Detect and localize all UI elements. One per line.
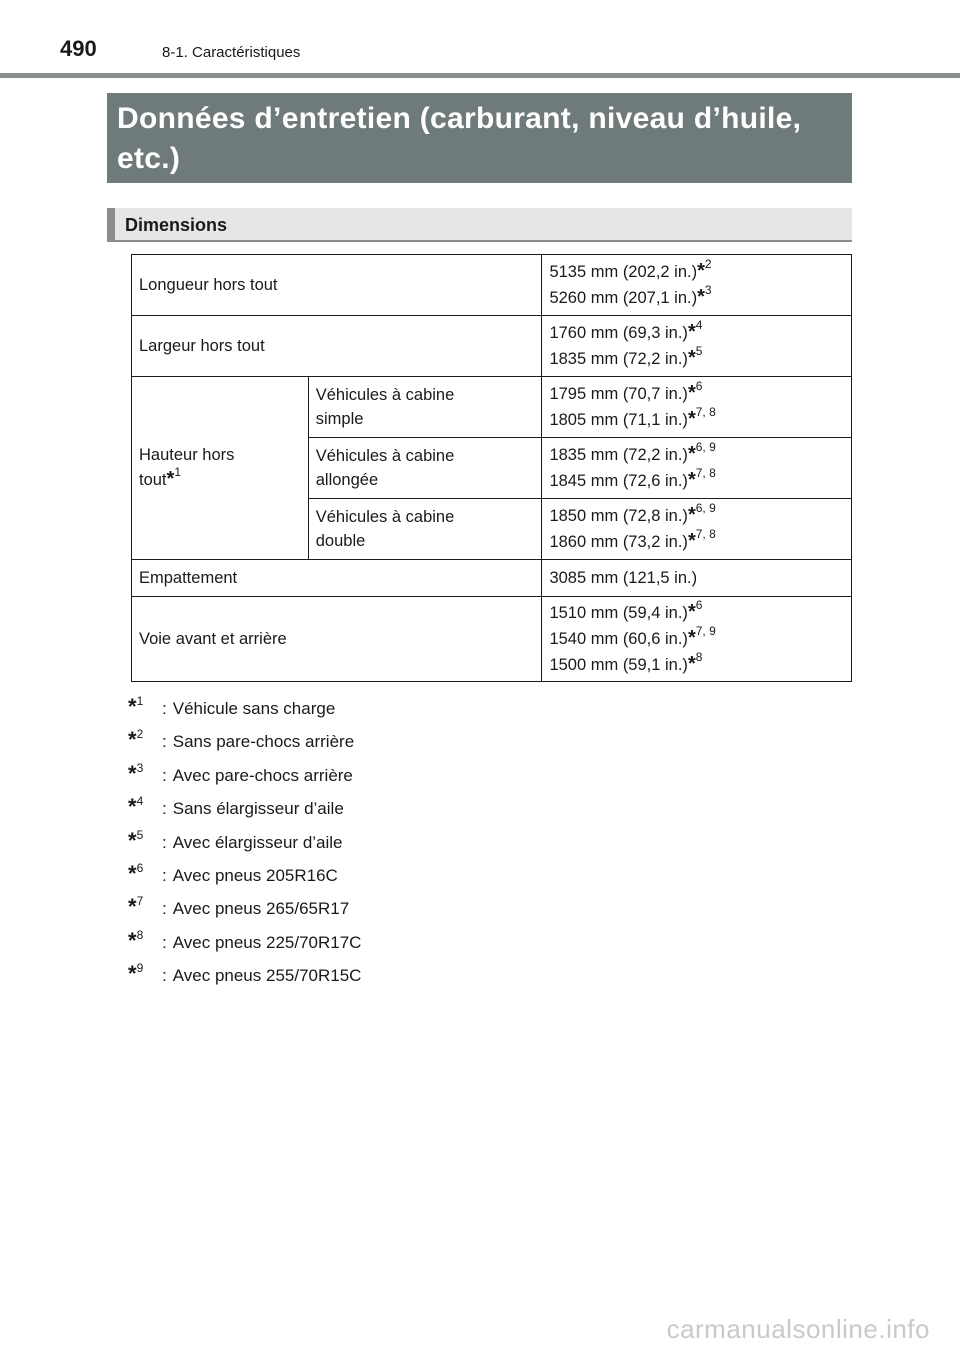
cab-type-extended: Véhicules à cabine allongée: [308, 438, 542, 499]
page-number: 490: [60, 36, 97, 61]
value-line: 5260 mm (207,1 in.)*$^3$: [549, 283, 712, 308]
page-title: Données d’entretien (carburant, niveau d’huile, etc.): [117, 102, 802, 175]
footnote-item: *$^1$ : Véhicule sans charge: [128, 694, 336, 719]
footnote-item: *$^7$ : Avec pneus 265/65R17: [128, 894, 350, 920]
footnote-item: *$^3$ : Avec pare-chocs arrière: [128, 760, 353, 786]
dimensions-table: [131, 254, 852, 682]
title-banner: [107, 93, 852, 183]
value-line: 1835 mm (72,2 in.)*$^{6, 9}$: [549, 440, 716, 465]
value-line: 1510 mm (59,4 in.)*$^6$: [549, 598, 703, 623]
footnote-item: *$^9$ : Avec pneus 255/70R15C: [128, 961, 362, 987]
value-line: 1795 mm (70,7 in.)*$^6$: [549, 379, 703, 404]
wheelbase-label: Empattement: [132, 560, 542, 597]
footnote-item: *$^6$ : Avec pneus 205R16C: [128, 860, 338, 886]
watermark: carmanualsonline.info: [666, 1314, 930, 1344]
footnote-item: *$^2$ : Sans pare-chocs arrière: [128, 727, 355, 753]
footnote-item: *$^8$ : Avec pneus 225/70R17C: [128, 927, 362, 953]
track-label: Voie avant et arrière: [132, 597, 542, 682]
table-row: [132, 377, 852, 438]
table-row: [132, 316, 852, 377]
height-values: [542, 499, 852, 560]
wheelbase-value: 3085 mm (121,5 in.): [542, 560, 852, 597]
footnote-item: *$^4$ : Sans élargisseur d’aile: [128, 794, 344, 820]
value-line: 1850 mm (72,8 in.)*$^{6, 9}$: [549, 501, 716, 526]
value-line: 1760 mm (69,3 in.)*$^4$: [549, 318, 703, 343]
value-line: 1860 mm (73,2 in.)*$^{7, 8}$: [549, 527, 716, 552]
cab-type-simple: Véhicules à cabine simple: [308, 377, 542, 438]
height-values: [542, 377, 852, 438]
height-label: Hauteur hors tout*$^1$: [132, 377, 309, 560]
value-line: 1805 mm (71,1 in.)*$^{7, 8}$: [549, 405, 716, 430]
cab-type-double: Véhicules à cabine double: [308, 499, 542, 560]
table-row: [132, 597, 852, 682]
value-line: 5135 mm (202,2 in.)*$^2$: [549, 257, 712, 282]
width-values: [542, 316, 852, 377]
table-row: [132, 255, 852, 316]
length-values: [542, 255, 852, 316]
footnotes-list: [128, 690, 361, 991]
footnote-item: *$^5$ : Avec élargisseur d’aile: [128, 827, 343, 853]
section-subheading: [107, 208, 852, 242]
length-label: Longueur hors tout: [132, 255, 542, 316]
width-label: Largeur hors tout: [132, 316, 542, 377]
value-line: 1845 mm (72,6 in.)*$^{7, 8}$: [549, 466, 716, 491]
value-line: 1540 mm (60,6 in.)*$^{7, 9}$: [549, 624, 716, 649]
table-row: [132, 560, 852, 597]
value-line: 1835 mm (72,2 in.)*$^5$: [549, 344, 703, 369]
track-values: [542, 597, 852, 682]
section-reference: 8-1. Caractéristiques: [162, 44, 301, 61]
subheading-label: Dimensions: [125, 215, 228, 235]
value-line: 1500 mm (59,1 in.)*$^8$: [549, 650, 703, 675]
height-values: [542, 438, 852, 499]
header-rule: [0, 73, 960, 78]
